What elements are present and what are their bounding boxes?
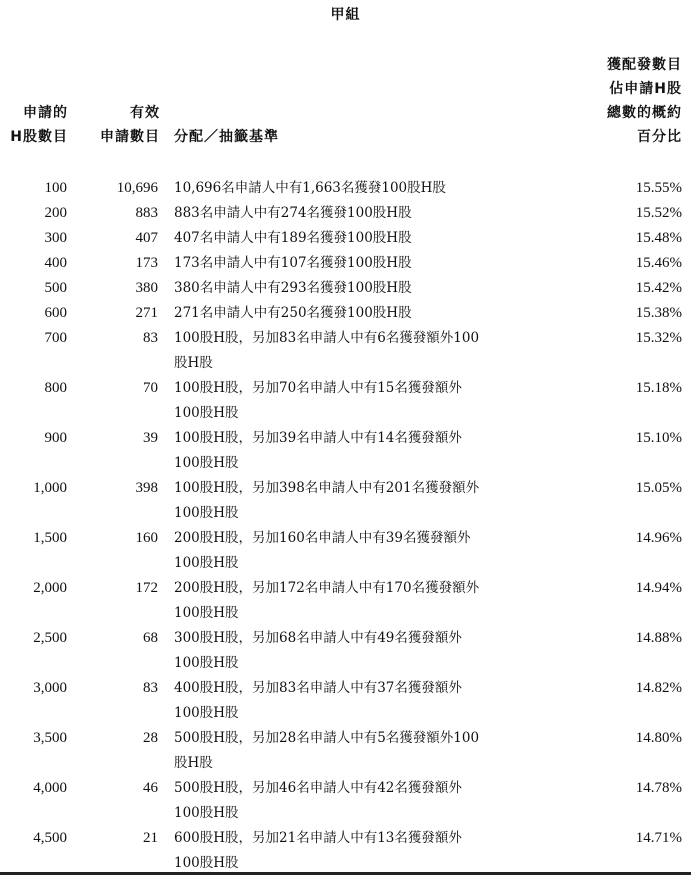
table-row — [0, 576, 691, 626]
basis-line: 100股H股，另加398名申請人中有201名獲發額外 — [174, 480, 480, 496]
table-row — [0, 776, 691, 826]
shares-applied-cell: 300 — [44, 230, 67, 246]
table-row — [0, 201, 691, 226]
percentage-cell: 14.78% — [635, 780, 682, 796]
percentage-cell: 14.96% — [635, 530, 682, 546]
shares-applied-cell: 100 — [44, 180, 67, 196]
basis-cell — [174, 226, 524, 251]
table-row — [0, 826, 691, 876]
table-row — [0, 626, 691, 676]
valid-applications-cell: 21 — [143, 830, 158, 846]
basis-line: 500股H股，另加28名申請人中有5名獲發額外100 — [174, 730, 480, 746]
basis-line: 10,696名申請人中有1,663名獲發100股H股 — [174, 180, 446, 196]
basis-line: 883名申請人中有274名獲發100股H股 — [174, 205, 412, 221]
shares-applied-cell: 1,500 — [33, 530, 67, 546]
shares-applied-cell: 3,000 — [33, 680, 67, 696]
table-row — [0, 301, 691, 326]
basis-cell — [174, 576, 524, 626]
valid-applications-cell: 172 — [135, 580, 158, 596]
basis-cell — [174, 776, 524, 826]
valid-applications-cell: 173 — [135, 255, 158, 271]
shares-applied-cell: 600 — [44, 305, 67, 321]
header-line: 申請的 — [23, 105, 68, 121]
valid-applications-cell: 160 — [135, 530, 158, 546]
basis-line: 100股H股 — [174, 455, 239, 471]
basis-line: 100股H股，另加70名申請人中有15名獲發額外 — [174, 380, 462, 396]
header-line: 獲配發數目 — [607, 57, 682, 73]
shares-applied-cell: 3,500 — [33, 730, 67, 746]
allotment-rows — [0, 176, 691, 876]
basis-cell — [174, 276, 524, 301]
valid-applications-cell: 380 — [135, 280, 158, 296]
valid-applications-cell: 39 — [143, 430, 158, 446]
basis-cell — [174, 201, 524, 226]
basis-line: 200股H股，另加172名申請人中有170名獲發額外 — [174, 580, 480, 596]
shares-applied-cell: 1,000 — [33, 480, 67, 496]
percentage-cell: 14.88% — [635, 630, 682, 646]
basis-line: 271名申請人中有250名獲發100股H股 — [174, 305, 412, 321]
percentage-cell: 14.94% — [635, 580, 682, 596]
table-row — [0, 276, 691, 301]
basis-line: 300股H股，另加68名申請人中有49名獲發額外 — [174, 630, 462, 646]
table-row — [0, 176, 691, 201]
percentage-cell: 14.80% — [635, 730, 682, 746]
basis-cell — [174, 326, 524, 376]
shares-applied-cell: 500 — [44, 280, 67, 296]
basis-line: 100股H股 — [174, 555, 239, 571]
header-approx-percentage — [560, 53, 682, 149]
table-row — [0, 426, 691, 476]
percentage-cell: 15.42% — [635, 280, 682, 296]
basis-line: 400股H股，另加83名申請人中有37名獲發額外 — [174, 680, 462, 696]
shares-applied-cell: 900 — [44, 430, 67, 446]
valid-applications-cell: 83 — [143, 330, 158, 346]
table-row — [0, 476, 691, 526]
table-row — [0, 676, 691, 726]
basis-line: 100股H股 — [174, 855, 239, 871]
basis-cell — [174, 176, 524, 201]
header-line: 分配／抽籤基準 — [174, 129, 279, 145]
basis-line: 407名申請人中有189名獲發100股H股 — [174, 230, 412, 246]
header-line: H股數目 — [10, 129, 68, 145]
table-row — [0, 251, 691, 276]
shares-applied-cell: 400 — [44, 255, 67, 271]
header-shares-applied — [4, 101, 68, 149]
basis-line: 100股H股 — [174, 705, 239, 721]
basis-line: 100股H股 — [174, 805, 239, 821]
shares-applied-cell: 4,000 — [33, 780, 67, 796]
header-line: 申請數目 — [100, 129, 160, 145]
basis-cell — [174, 476, 524, 526]
basis-line: 380名申請人中有293名獲發100股H股 — [174, 280, 412, 296]
basis-line: 100股H股 — [174, 655, 239, 671]
basis-line: 200股H股，另加160名申請人中有39名獲發額外 — [174, 530, 471, 546]
shares-applied-cell: 700 — [44, 330, 67, 346]
table-row — [0, 726, 691, 776]
basis-line: 100股H股 — [174, 605, 239, 621]
basis-cell — [174, 726, 524, 776]
valid-applications-cell: 883 — [135, 205, 158, 221]
percentage-cell: 15.48% — [635, 230, 682, 246]
basis-cell — [174, 376, 524, 426]
header-basis-of-allocation — [174, 125, 279, 149]
valid-applications-cell: 398 — [135, 480, 158, 496]
header-line: 總數的概約 — [607, 105, 682, 121]
basis-cell — [174, 526, 524, 576]
percentage-cell: 15.52% — [635, 205, 682, 221]
shares-applied-cell: 200 — [44, 205, 67, 221]
percentage-cell: 14.82% — [635, 680, 682, 696]
basis-line: 100股H股 — [174, 405, 239, 421]
basis-line: 100股H股，另加39名申請人中有14名獲發額外 — [174, 430, 462, 446]
basis-line: 100股H股 — [174, 505, 239, 521]
basis-line: 股H股 — [174, 755, 213, 771]
basis-cell — [174, 301, 524, 326]
valid-applications-cell: 70 — [143, 380, 158, 396]
basis-cell — [174, 426, 524, 476]
shares-applied-cell: 4,500 — [33, 830, 67, 846]
basis-line: 600股H股，另加21名申請人中有13名獲發額外 — [174, 830, 462, 846]
percentage-cell: 15.46% — [635, 255, 682, 271]
group-title: 甲組 — [330, 7, 361, 23]
basis-line: 股H股 — [174, 355, 213, 371]
valid-applications-cell: 83 — [143, 680, 158, 696]
valid-applications-cell: 407 — [135, 230, 158, 246]
basis-cell — [174, 251, 524, 276]
valid-applications-cell: 28 — [143, 730, 158, 746]
basis-line: 173名申請人中有107名獲發100股H股 — [174, 255, 412, 271]
shares-applied-cell: 2,000 — [33, 580, 67, 596]
percentage-cell: 15.55% — [635, 180, 682, 196]
table-row — [0, 226, 691, 251]
percentage-cell: 15.10% — [635, 430, 682, 446]
percentage-cell: 15.32% — [635, 330, 682, 346]
basis-line: 500股H股，另加46名申請人中有42名獲發額外 — [174, 780, 462, 796]
header-line: 有效 — [130, 105, 160, 121]
valid-applications-cell: 271 — [135, 305, 158, 321]
basis-cell — [174, 826, 524, 876]
percentage-cell: 14.71% — [635, 830, 682, 846]
header-line: 百分比 — [637, 129, 682, 145]
header-line: 佔申請H股 — [609, 81, 682, 97]
shares-applied-cell: 800 — [44, 380, 67, 396]
valid-applications-cell: 46 — [143, 780, 158, 796]
basis-cell — [174, 626, 524, 676]
table-row — [0, 526, 691, 576]
header-valid-applications — [90, 101, 160, 149]
shares-applied-cell: 2,500 — [33, 630, 67, 646]
basis-cell — [174, 676, 524, 726]
table-row — [0, 376, 691, 426]
percentage-cell: 15.05% — [635, 480, 682, 496]
valid-applications-cell: 10,696 — [116, 180, 158, 196]
percentage-cell: 15.18% — [635, 380, 682, 396]
valid-applications-cell: 68 — [143, 630, 158, 646]
table-row — [0, 326, 691, 376]
percentage-cell: 15.38% — [635, 305, 682, 321]
basis-line: 100股H股，另加83名申請人中有6名獲發額外100 — [174, 330, 480, 346]
